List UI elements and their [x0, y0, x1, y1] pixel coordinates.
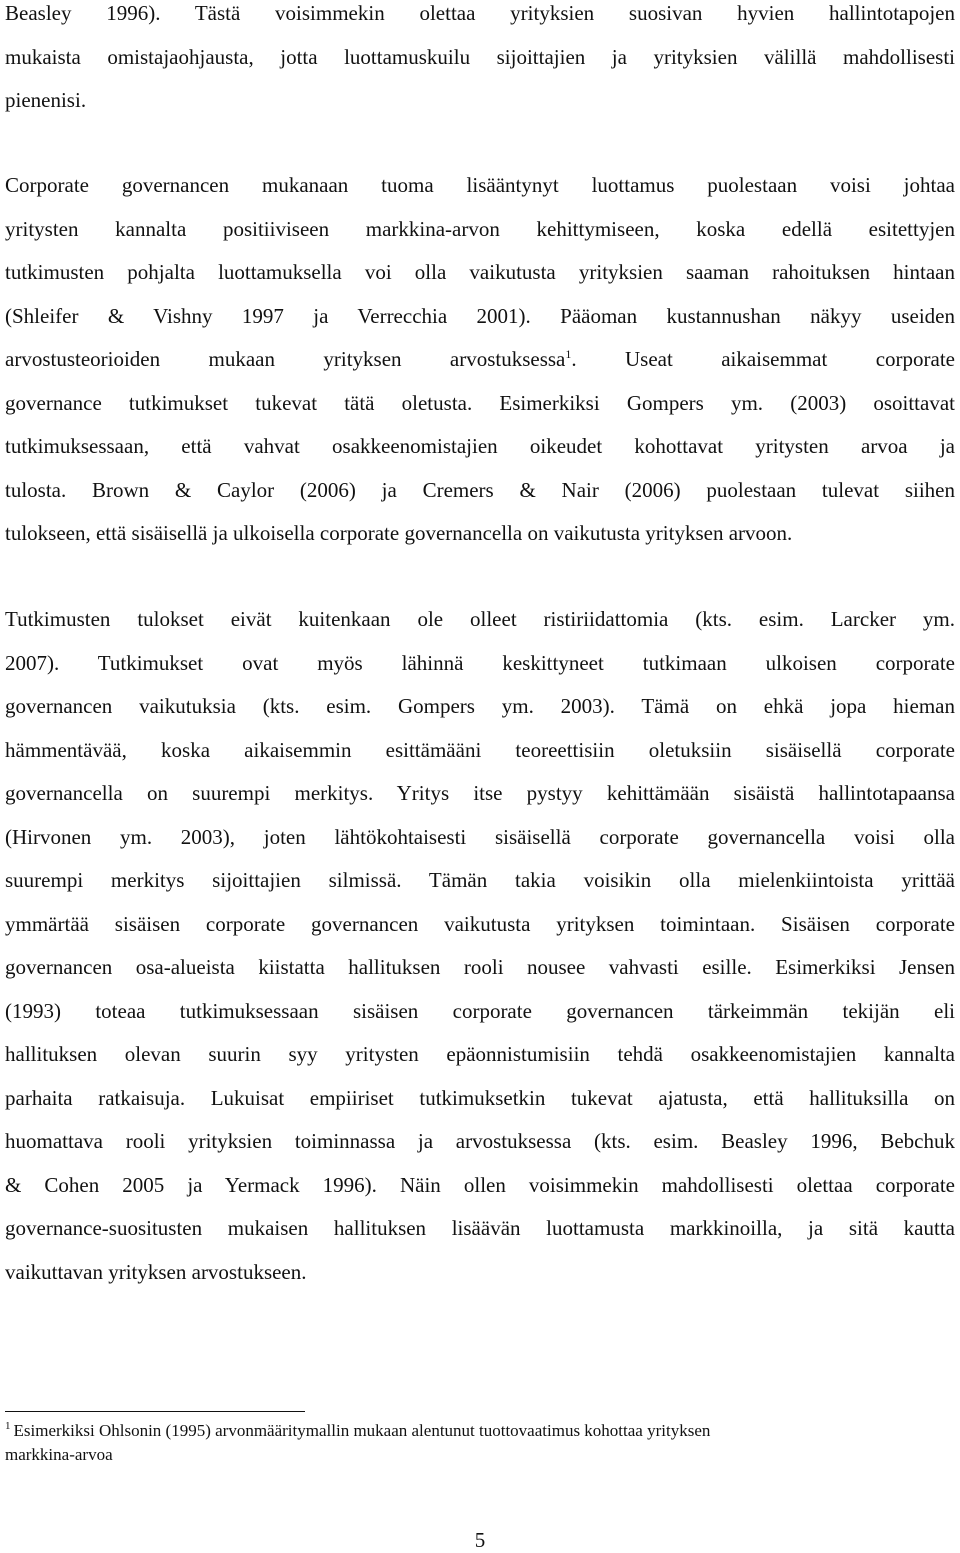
paragraph-2-line-5-text: arvostusteorioiden mukaan yrityksen arvostuksessa	[5, 347, 566, 371]
footnote-reference: 1	[565, 347, 572, 361]
paragraph-2-line-6: governance tutkimukset tukevat tätä oletusta. Esimerkiksi Gompers ym. (2003) osoittavat	[5, 391, 955, 415]
paragraph-3-line-14: & Cohen 2005 ja Yermack 1996). Näin ollen voisimmekin mahdollisesti olettaa corporate	[5, 1173, 955, 1197]
paragraph-2-line-3: tutkimusten pohjalta luottamuksella voi olla vaikutusta yrityksien saaman rahoituksen hintaan	[5, 260, 955, 284]
paragraph-2-line-1: Corporate governancen mukanaan tuoma lisääntynyt luottamus puolestaan voisi johtaa	[5, 173, 955, 197]
paragraph-3-line-4: hämmentävää, koska aikaisemmin esittämääni teoreettisiin oletuksiin sisäisellä corporate	[5, 738, 955, 762]
paragraph-2-line-5	[5, 346, 955, 372]
paragraph-3-line-13: huomattava rooli yrityksien toiminnassa ja arvostuksessa (kts. esim. Beasley 1996, Bebchuk	[5, 1129, 955, 1153]
footnote-text: Esimerkiksi Ohlsonin (1995) arvonmääritymallin mukaan alentunut tuottovaatimus kohottaa yrityksen	[13, 1421, 711, 1440]
paragraph-2-line-2: yritysten kannalta positiiviseen markkina-arvon kehittymiseen, koska edellä esitettyjen	[5, 217, 955, 241]
paragraph-2-line-5-continuation: . Useat aikaisemmat corporate	[571, 347, 955, 371]
paragraph-2-line-4: (Shleifer & Vishny 1997 ja Verrecchia 2001). Pääoman kustannushan näkyy useiden	[5, 304, 955, 328]
paragraph-3-line-1: Tutkimusten tulokset eivät kuitenkaan ole olleet ristiriidattomia (kts. esim. Larcker ym.	[5, 607, 955, 631]
paragraph-2-line-9: tulokseen, että sisäisellä ja ulkoisella corporate governancella on vaikutusta yrityksen arvoon.	[5, 521, 793, 545]
paragraph-3-line-3: governancen vaikutuksia (kts. esim. Gompers ym. 2003). Tämä on ehkä jopa hieman	[5, 694, 955, 718]
footnote-divider	[5, 1411, 305, 1412]
paragraph-3-line-10: (1993) toteaa tutkimuksessaan sisäisen corporate governancen tärkeimmän tekijän eli	[5, 999, 955, 1023]
paragraph-1-line-1: Beasley 1996). Tästä voisimmekin olettaa yrityksien suosivan hyvien hallintotapojen	[5, 1, 955, 25]
footnote-marker: 1	[5, 1420, 11, 1433]
footnote-line-1	[5, 1420, 955, 1442]
paragraph-1-line-3: pienenisi.	[5, 88, 87, 112]
paragraph-3-line-12: parhaita ratkaisuja. Lukuisat empiiriset tutkimuksetkin tukevat ajatusta, että hallituksilla on	[5, 1086, 955, 1110]
paragraph-3-line-11: hallituksen olevan suurin syy yritysten epäonnistumisiin tehdä osakkeenomistajien kannalta	[5, 1042, 955, 1066]
paragraph-3-line-16: vaikuttavan yrityksen arvostukseen.	[5, 1260, 307, 1284]
paragraph-3-line-7: suurempi merkitys sijoittajien silmissä. Tämän takia voisikin olla mielenkiintoista yrittää	[5, 868, 955, 892]
paragraph-3-line-15: governance-suositusten mukaisen hallituksen lisäävän luottamusta markkinoilla, ja sitä kautta	[5, 1216, 955, 1240]
paragraph-2-line-8: tulosta. Brown & Caylor (2006) ja Cremers & Nair (2006) puolestaan tulevat siihen	[5, 478, 955, 502]
paragraph-3-line-8: ymmärtää sisäisen corporate governancen vaikutusta yrityksen toimintaan. Sisäisen corporate	[5, 912, 955, 936]
paragraph-3-line-2: 2007). Tutkimukset ovat myös lähinnä keskittyneet tutkimaan ulkoisen corporate	[5, 651, 955, 675]
paragraph-3-line-9: governancen osa-alueista kiistatta hallituksen rooli nousee vahvasti esille. Esimerkiksi Jensen	[5, 955, 955, 979]
page-number: 5	[474, 1528, 486, 1552]
paragraph-3-line-5: governancella on suurempi merkitys. Yritys itse pystyy kehittämään sisäistä hallintotapaansa	[5, 781, 955, 805]
footnote-line-2: markkina-arvoa	[5, 1445, 113, 1464]
paragraph-2-line-7: tutkimuksessaan, että vahvat osakkeenomistajien oikeudet kohottavat yritysten arvoa ja	[5, 434, 955, 458]
paragraph-1-line-2: mukaista omistajaohjausta, jotta luottamuskuilu sijoittajien ja yrityksien välillä mahdollisesti	[5, 45, 955, 69]
paragraph-3-line-6: (Hirvonen ym. 2003), joten lähtökohtaisesti sisäisellä corporate governancella voisi olla	[5, 825, 955, 849]
